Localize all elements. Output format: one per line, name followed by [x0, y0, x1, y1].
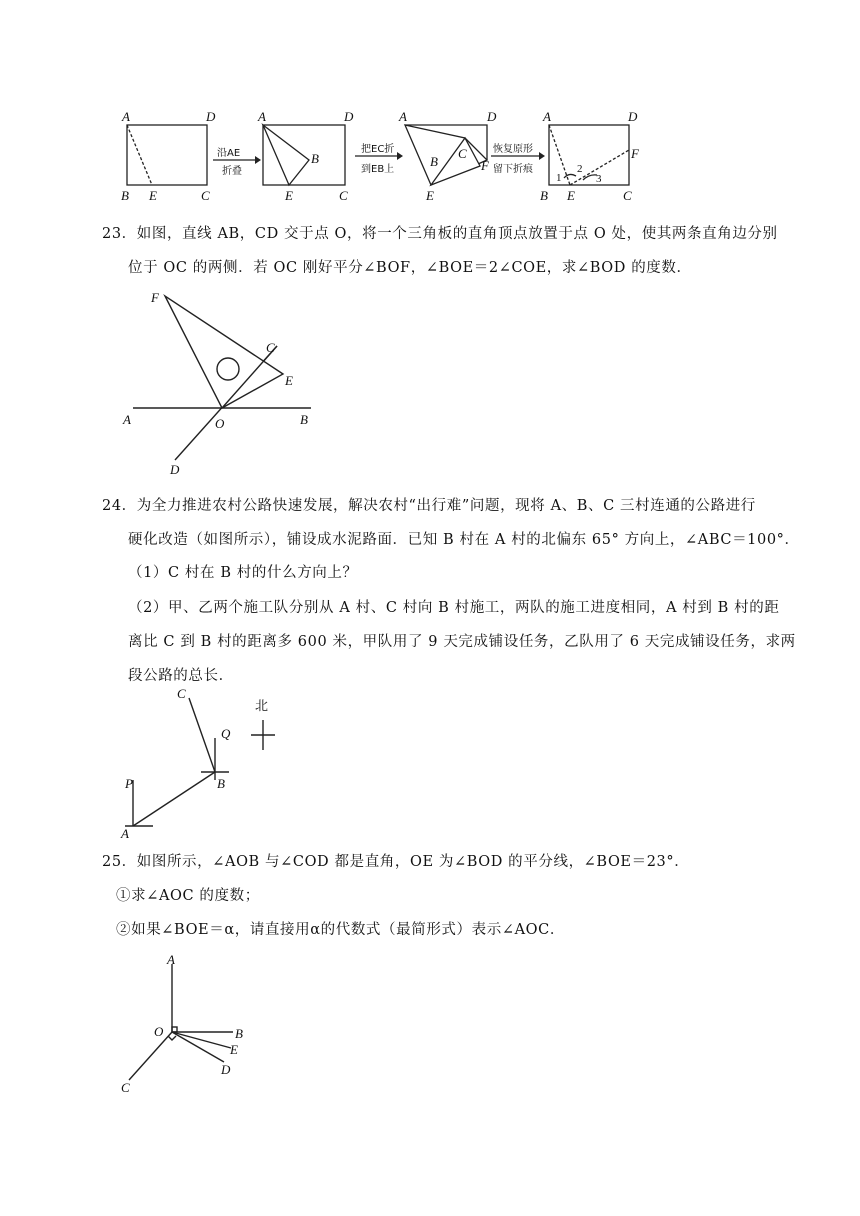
q24-figure [115, 684, 285, 844]
q25-point-label: D [221, 1062, 231, 1077]
q25-point-label: A [167, 952, 175, 967]
fold-label: D [628, 109, 638, 124]
fold-label: B [121, 188, 129, 203]
fold-label: A [122, 109, 130, 124]
fold-step-caption: 折叠 [222, 166, 242, 177]
fold-label: E [285, 188, 293, 203]
fold-label: D [206, 109, 216, 124]
paper-fold-figure [115, 108, 655, 206]
q24-point-label: Q [221, 726, 231, 741]
fold-label: B [311, 151, 319, 166]
q23-text-line: 位于 OC 的两侧．若 OC 刚好平分∠BOF，∠BOE＝2∠COE，求∠BOD 的度数． [128, 260, 692, 276]
q25-text-line: ①求∠AOC 的度数； [116, 888, 260, 904]
fold-label: C [458, 146, 467, 161]
fold-label: D [344, 109, 354, 124]
q25-point-label: E [230, 1042, 238, 1057]
q25-point-label: B [235, 1026, 243, 1041]
q23-figure [115, 288, 315, 478]
q23-text-line: 23．如图，直线 AB，CD 交于点 O，将一个三角板的直角顶点放置于点 O 处，使其两条直角边分别 [102, 226, 778, 242]
q23-point-label: A [123, 412, 131, 427]
q24-point-label: B [217, 776, 225, 791]
q25-text-line: 25．如图所示，∠AOB 与∠COD 都是直角，OE 为∠BOD 的平分线，∠BOE＝23°． [102, 854, 690, 870]
fold-label: A [399, 109, 407, 124]
fold-label: E [149, 188, 157, 203]
q24-text-line: 段公路的总长． [128, 668, 234, 684]
fold-label: B [540, 188, 548, 203]
q24-point-label: P [125, 776, 133, 791]
fold-angle-label: 2 [577, 163, 583, 175]
fold-angle-label: 3 [596, 173, 602, 185]
q23-point-label: O [215, 416, 225, 431]
fold-label: E [426, 188, 434, 203]
fold-angle-label: 1 [556, 172, 562, 184]
q23-point-label: D [170, 462, 180, 477]
fold-label: E [567, 188, 575, 203]
fold-step-caption: 到EB上 [361, 164, 395, 175]
q24-text-line: （1）C 村在 B 村的什么方向上？ [128, 565, 358, 581]
q24-point-label: A [121, 826, 129, 841]
fold-label: A [543, 109, 551, 124]
q25-figure [115, 950, 255, 1100]
q23-point-label: B [300, 412, 308, 427]
fold-step-caption: 把EC折 [361, 144, 395, 155]
fold-label: C [201, 188, 210, 203]
fold-label: F [631, 146, 639, 161]
q24-text-line: （2）甲、乙两个施工队分别从 A 村、C 村向 B 村施工，两队的施工进度相同，A 村到 B 村的距 [128, 600, 780, 616]
fold-step-caption: 沿AE [217, 148, 241, 159]
q24-text-line: 24．为全力推进农村公路快速发展，解决农村“出行难”问题，现将 A、B、C 三村连通的公路进行 [102, 498, 756, 514]
fold-step-caption: 恢复原形 [493, 144, 533, 155]
fold-label: D [487, 109, 497, 124]
q24-text-line: 离比 C 到 B 村的距离多 600 米，甲队用了 9 天完成铺设任务，乙队用了 6 天完成铺设任务，求两 [128, 634, 796, 650]
fold-label: A [258, 109, 266, 124]
q23-point-label: F [151, 290, 159, 305]
q25-point-label: O [154, 1024, 164, 1039]
fold-label: C [339, 188, 348, 203]
q25-text-line: ②如果∠BOE＝α，请直接用α的代数式（最简形式）表示∠AOC． [116, 922, 565, 938]
fold-step-caption: 留下折痕 [493, 164, 533, 175]
q25-point-label: C [121, 1080, 130, 1095]
q23-point-label: C [266, 340, 275, 355]
fold-label: F [481, 158, 489, 173]
fold-label: B [430, 154, 438, 169]
fold-label: C [623, 188, 632, 203]
q24-north-label: 北 [255, 699, 269, 714]
q24-text-line: 硬化改造（如图所示），铺设成水泥路面．已知 B 村在 A 村的北偏东 65° 方向上，∠ABC＝100°． [128, 532, 800, 548]
q24-point-label: C [177, 686, 186, 701]
q23-point-label: E [285, 373, 293, 388]
